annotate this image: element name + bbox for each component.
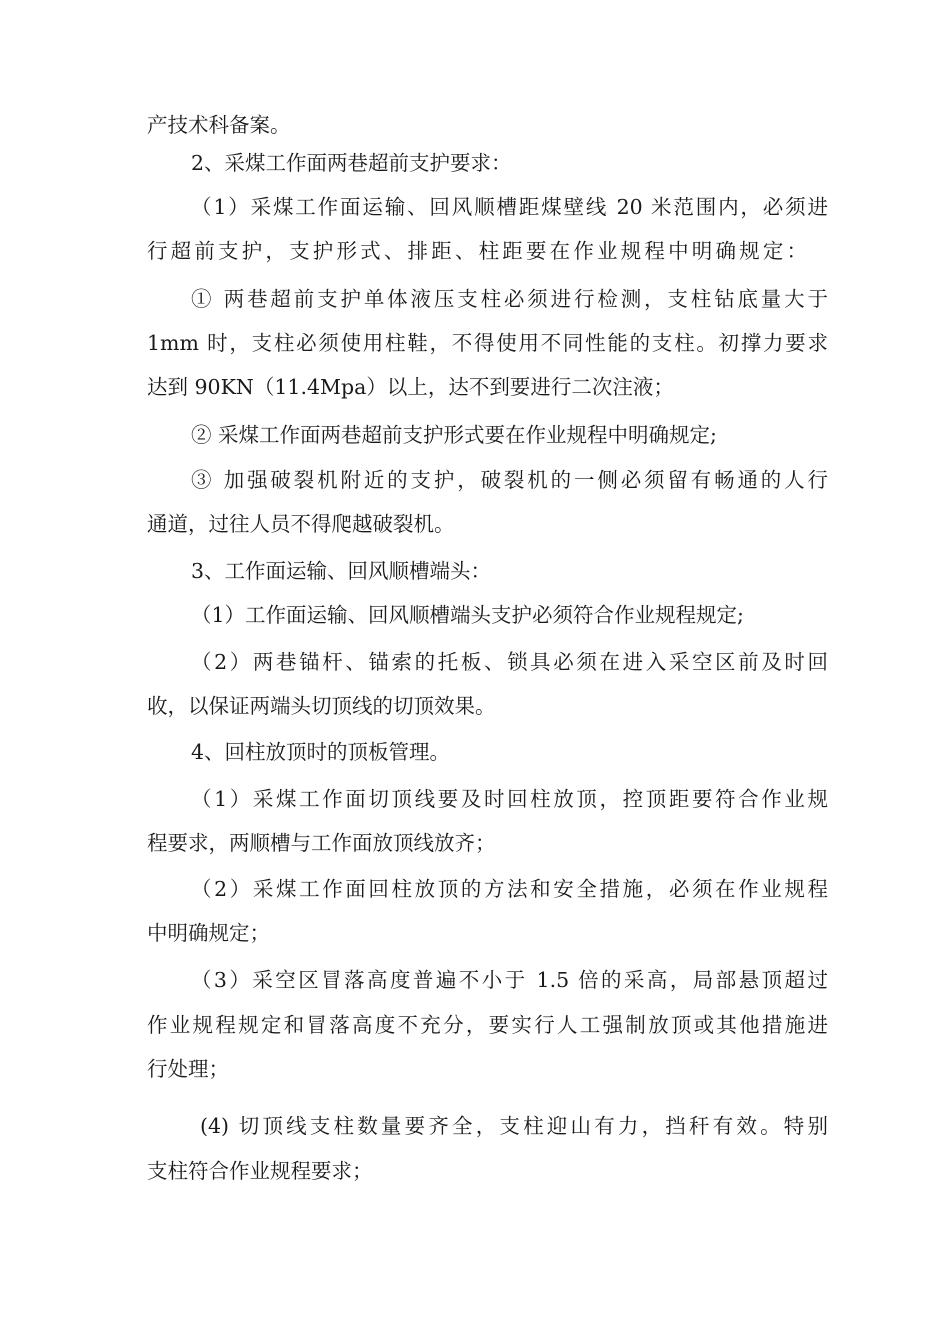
text-line: 行超前支护，支护形式、排距、柱距要在作业规程中明确规定： [147, 239, 807, 263]
text-line: (4) 切顶线支柱数量要齐全，支柱迎山有力，挡秆有效。特别 [200, 1114, 828, 1138]
text-line: 作业规程规定和冒落高度不充分，要实行人工强制放顶或其他措施进 [147, 1013, 828, 1037]
text-line: 程要求，两顺槽与工作面放顶线放齐； [147, 831, 496, 855]
text-line: （1）采煤工作面运输、回风顺槽距煤壁线 20 米范围内，必须进 [191, 195, 828, 219]
text-line: 行处理； [147, 1057, 229, 1081]
text-line: （2）采煤工作面回柱放顶的方法和安全措施，必须在作业规程 [191, 877, 828, 901]
text-line: 达到 90KN（11.4Mpa）以上，达不到要进行二次注液； [147, 375, 674, 399]
text-line: ① 两巷超前支护单体液压支柱必须进行检测，支柱钻底量大于 [191, 287, 828, 311]
text-line: 通道，过往人员不得爬越破裂机。 [147, 512, 455, 536]
text-line: （1）工作面运输、回风顺槽端头支护必须符合作业规程规定; [191, 603, 744, 627]
section-heading: 4、回柱放顶时的顶板管理。 [191, 740, 451, 764]
text-line: 中明确规定； [147, 921, 270, 945]
section-heading: 2、采煤工作面两巷超前支护要求： [191, 151, 512, 175]
text-line: ③ 加强破裂机附近的支护，破裂机的一侧必须留有畅通的人行 [191, 468, 828, 492]
text-line: 支柱符合作业规程要求； [147, 1159, 373, 1183]
text-line: 1mm 时，支柱必须使用柱鞋，不得使用不同性能的支柱。初撑力要求 [147, 331, 828, 355]
text-line: 产技术科备案。 [147, 113, 291, 137]
text-line: （2）两巷锚杆、锚索的托板、锁具必须在进入采空区前及时回 [191, 650, 828, 674]
text-line: ② 采煤工作面两巷超前支护形式要在作业规程中明确规定; [191, 423, 717, 447]
text-line: （1）采煤工作面切顶线要及时回柱放顶，控顶距要符合作业规 [191, 787, 828, 811]
text-line: （3）采空区冒落高度普遍不小于 1.5 倍的采高，局部悬顶超过 [191, 968, 828, 992]
text-line: 收，以保证两端头切顶线的切顶效果。 [147, 694, 496, 718]
section-heading: 3、工作面运输、回风顺槽端头： [191, 559, 492, 583]
